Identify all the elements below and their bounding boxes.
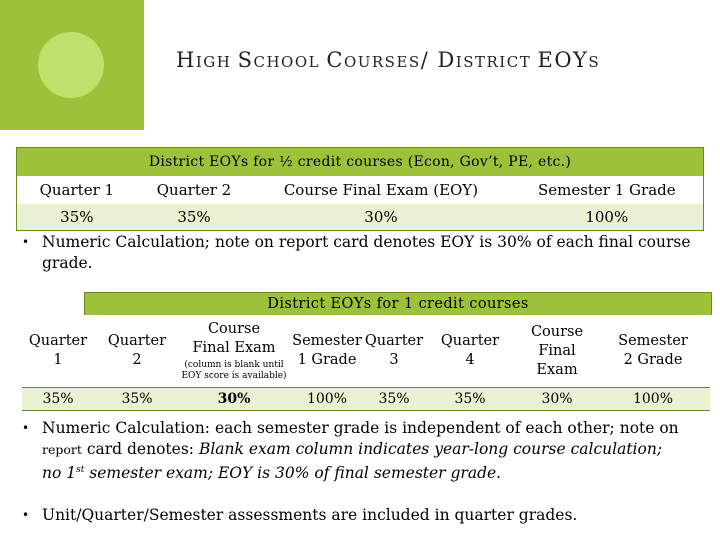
table2-header: District EOYs for 1 credit courses (84, 292, 712, 315)
table1-columns-row (16, 176, 704, 204)
table2-val-q2: 35% (121, 391, 153, 407)
table2-col-semester1: Semester 1 Grade (292, 333, 362, 368)
one-credit-table (22, 292, 710, 411)
table1-values-row (16, 204, 704, 231)
table2-val-q1: 35% (42, 391, 74, 407)
bullet-1 (22, 232, 712, 274)
table1-header: District EOYs for ½ credit courses (Econ, Gov’t, PE, etc.) (16, 147, 704, 176)
table1-col-q1: Quarter 1 (39, 181, 115, 199)
bullet-3-text: Unit/Quarter/Semester assessments are included in quarter grades. (42, 506, 578, 524)
table1-col-semester: Semester 1 Grade (537, 181, 676, 199)
table1-col-q2: Quarter 2 (156, 181, 232, 199)
bullet-2-text: Numeric Calculation: each semester grade is independent of each other; note on report card denotes: Blank exam column indicates year-long course calculation; no 1st semester exam; EOY is 30% of final semester grade. (42, 419, 679, 483)
table2-col-final-exam: Course Final Exam (column is blank until EOY score is available) (181, 321, 287, 381)
table2-val-final-exam-2: 30% (541, 391, 573, 407)
table2-val-q4: 35% (454, 391, 486, 407)
table2-val-semester1: 100% (306, 391, 348, 407)
table2-val-q3: 35% (378, 391, 410, 407)
bullet-dot-icon: • (22, 508, 30, 522)
table2-val-final-exam: 30% (217, 391, 251, 407)
decorative-circle (38, 32, 104, 98)
table2-col-q2: Quarter 2 (107, 333, 167, 368)
table2-col-note: (column is blank until EOY score is available) (181, 360, 287, 381)
table2-col-final-exam-2: Course Final Exam (530, 323, 584, 378)
table2-col-q1: Quarter 1 (28, 333, 88, 368)
bullet-2 (22, 418, 712, 484)
table2-val-semester2: 100% (632, 391, 674, 407)
table2-values-row (22, 387, 710, 411)
bullet-3 (22, 505, 712, 526)
table1-val-q1: 35% (60, 208, 94, 226)
bullet-dot-icon: • (22, 235, 30, 249)
table1-val-semester: 100% (585, 208, 629, 226)
table1-val-q2: 35% (177, 208, 211, 226)
green-accent-block (0, 0, 144, 130)
bullet-1-text: Numeric Calculation; note on report card denotes EOY is 30% of each final course grade. (42, 233, 691, 272)
table1-col-final-exam: Course Final Exam (EOY) (283, 181, 479, 199)
table1-val-final-exam: 30% (364, 208, 398, 226)
table2-col-q3: Quarter 3 (364, 333, 424, 368)
half-credit-table (16, 147, 704, 231)
slide-title: HIGH SCHOOL COURSES/ DISTRICT EOYS (176, 48, 601, 72)
table2-columns-row (22, 315, 710, 387)
table2-col-q4: Quarter 4 (440, 333, 500, 368)
bullet-dot-icon: • (22, 421, 30, 435)
table2-col-semester2: Semester 2 Grade (618, 333, 688, 368)
